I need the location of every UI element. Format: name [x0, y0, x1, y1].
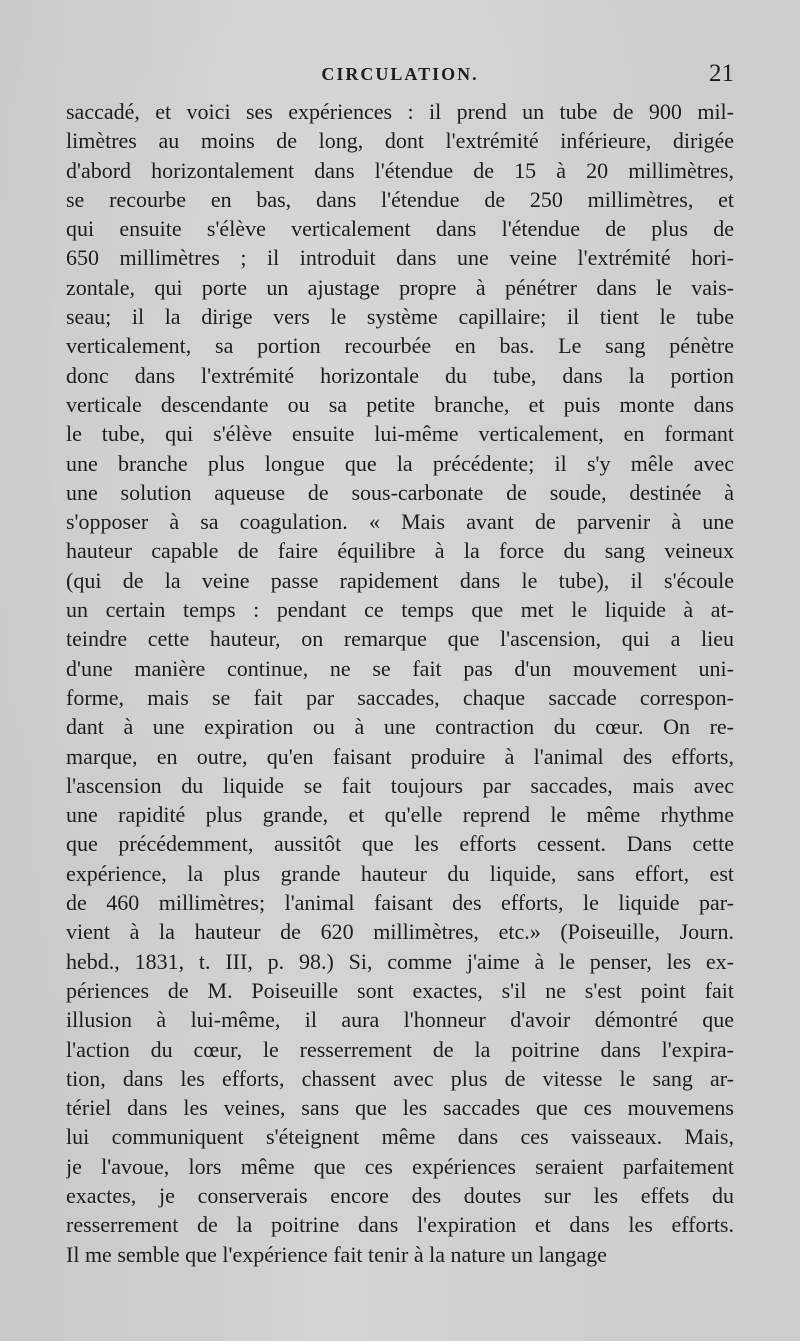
- text-line: donc dans l'extrémité horizontale du tube, dans la portion: [66, 362, 734, 388]
- text-line: verticalement, sa portion recourbée en bas. Le sang pénètre: [66, 333, 734, 359]
- running-title: CIRCULATION.: [321, 64, 479, 84]
- text-line: périences de M. Poiseuille sont exactes, s'il ne s'est point fait: [66, 977, 734, 1003]
- text-line: (qui de la veine passe rapidement dans le tube), il s'écoule: [66, 567, 734, 593]
- text-line: teindre cette hauteur, on remarque que l'ascension, qui a lieu: [66, 626, 734, 652]
- text-line: hebd., 1831, t. III, p. 98.) Si, comme j'aime à le penser, les ex-: [66, 948, 734, 974]
- text-line: lui communiquent s'éteignent même dans ces vaisseaux. Mais,: [66, 1124, 734, 1150]
- text-line: d'une manière continue, ne se fait pas d'un mouvement uni-: [66, 655, 734, 681]
- text-line: je l'avoue, lors même que ces expériences seraient parfaitement: [66, 1153, 734, 1179]
- text-line: vient à la hauteur de 620 millimètres, etc.» (Poiseuille, Journ.: [66, 919, 734, 945]
- text-line: l'action du cœur, le resserrement de la poitrine dans l'expira-: [66, 1036, 734, 1062]
- text-line: se recourbe en bas, dans l'étendue de 250 millimètres, et: [66, 186, 734, 212]
- text-line: s'opposer à sa coagulation. « Mais avant de parvenir à une: [66, 509, 734, 535]
- text-line: expérience, la plus grande hauteur du liquide, sans effort, est: [66, 860, 734, 886]
- text-line: que précédemment, aussitôt que les efforts cessent. Dans cette: [66, 831, 734, 857]
- text-line: tion, dans les efforts, chassent avec plus de vitesse le sang ar-: [66, 1065, 734, 1091]
- text-line: qui ensuite s'élève verticalement dans l'étendue de plus de: [66, 216, 734, 242]
- text-line: illusion à lui-même, il aura l'honneur d'avoir démontré que: [66, 1007, 734, 1033]
- text-line: exactes, je conserverais encore des doutes sur les effets du: [66, 1182, 734, 1208]
- text-line: verticale descendante ou sa petite branche, et puis monte dans: [66, 391, 734, 417]
- text-line: une branche plus longue que la précédente; il s'y mêle avec: [66, 450, 734, 476]
- page-header: [66, 60, 734, 96]
- text-line: une rapidité plus grande, et qu'elle reprend le même rhythme: [66, 802, 734, 828]
- text-line: saccadé, et voici ses expériences : il prend un tube de 900 mil-: [66, 99, 734, 124]
- body-text: [66, 97, 734, 1269]
- text-line: zontale, qui porte un ajustage propre à pénétrer dans le vais-: [66, 274, 734, 300]
- text-line: limètres au moins de long, dont l'extrémité inférieure, dirigée: [66, 128, 734, 154]
- text-line: tériel dans les veines, sans que les saccades que ces mouvemens: [66, 1095, 734, 1121]
- text-line: de 460 millimètres; l'animal faisant des efforts, le liquide par-: [66, 890, 734, 916]
- text-line: l'ascension du liquide se fait toujours par saccades, mais avec: [66, 772, 734, 798]
- text-line: dant à une expiration ou à une contraction du cœur. On re-: [66, 714, 734, 740]
- page-number: 21: [709, 60, 734, 87]
- text-line: d'abord horizontalement dans l'étendue de 15 à 20 millimètres,: [66, 157, 734, 183]
- text-line: Il me semble que l'expérience fait tenir à la nature un langage: [66, 1241, 607, 1267]
- text-line: resserrement de la poitrine dans l'expiration et dans les efforts.: [66, 1212, 734, 1238]
- text-line: seau; il la dirige vers le système capillaire; il tient le tube: [66, 304, 734, 330]
- text-line: un certain temps : pendant ce temps que met le liquide à at-: [66, 597, 734, 623]
- text-line: hauteur capable de faire équilibre à la force du sang veineux: [66, 538, 734, 564]
- text-line: le tube, qui s'élève ensuite lui-même verticalement, en formant: [66, 421, 734, 447]
- text-line: une solution aqueuse de sous-carbonate de soude, destinée à: [66, 479, 734, 505]
- text-line: 650 millimètres ; il introduit dans une veine l'extrémité hori-: [66, 245, 734, 271]
- text-line: forme, mais se fait par saccades, chaque saccade correspon-: [66, 684, 734, 710]
- text-line: marque, en outre, qu'en faisant produire à l'animal des efforts,: [66, 743, 734, 769]
